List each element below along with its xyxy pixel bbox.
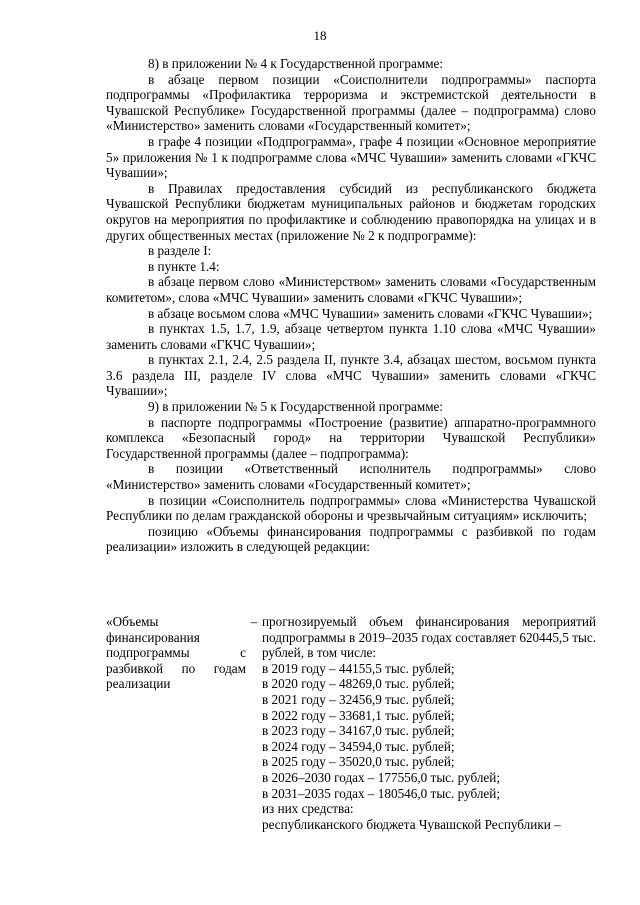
page-number: 18 — [313, 28, 327, 43]
paragraph-pravila-subsidiy: в Правилах предоставления субсидий из республиканского бюджета Чувашской Республики бюджетам муниципальных районов и бюджетам городских округов на мероприятия по профилактике и соблюдению правопорядка на улицах и в других общественных местах (приложение № 2 к подпрограмме): — [106, 180, 596, 243]
paragraph-soispolnitel: в позиции «Соисполнитель подпрограммы» слова «Министерства Чувашской Республики по делам гражданской обороны и чрезвычайным ситуациям» исключить; — [106, 492, 596, 524]
year-row: в 2031–2035 годах – 180546,0 тыс. рублей; — [262, 785, 500, 801]
paragraph-pasport-podprogrammy: в паспорте подпрограммы «Построение (развитие) аппаратно-программного комплекса «Безопасный город» на территории Чувашской Республики» Государственной программы (далее – подпрограмма): — [106, 414, 596, 461]
year-row: в 2024 году – 34594,0 тыс. рублей; — [262, 738, 455, 754]
financing-intro: прогнозируемый объем финансирования мероприятий подпрограммы в 2019–2035 годах составляет 620445,5 тыс. рублей, в том числе: — [262, 614, 596, 661]
paragraph-abzac-vosmoy: в абзаце восьмом слова «МЧС Чувашии» заменить словами «ГКЧС Чувашии»; — [148, 305, 593, 321]
year-row: в 2020 году – 48269,0 тыс. рублей; — [262, 676, 455, 692]
year-row: в 2026–2030 годах – 177556,0 тыс. рублей; — [262, 769, 500, 785]
paragraph-soispolniteli: в абзаце первом позиции «Соисполнители подпрограммы» паспорта подпрограммы «Профилактика терроризма и экстремистской деятельности в Чувашской Республике» Государственной программы (далее – подпрограмма) слово «Министерство» заменить словами «Государственный комитет»; — [106, 71, 596, 134]
financing-label-cell: «Объемы финансирования подпрограммы с разбивкой по годам реализации — [106, 614, 246, 692]
paragraph-razdel-1: в разделе I: — [148, 243, 212, 259]
year-row: в 2023 году – 34167,0 тыс. рублей; — [262, 723, 455, 739]
paragraph-punkt-1-4: в пункте 1.4: — [148, 258, 220, 274]
paragraph-grafa-4: в графе 4 позиции «Подпрограмма», графе 4 позиции «Основное мероприятие 5» приложения № 1 к подпрограмме слова «МЧС Чувашии» заменить словами «ГКЧС Чувашии»; — [106, 133, 596, 181]
from-them-label: из них средства: — [262, 801, 354, 817]
financing-value-cell — [262, 614, 596, 832]
year-row: в 2025 году – 35020,0 тыс. рублей; — [262, 754, 455, 770]
year-row: в 2021 году – 32456,9 тыс. рублей; — [262, 691, 455, 707]
paragraph-abzac-perviy: в абзаце первом слово «Министерством» заменить словами «Государственным комитетом», слова «МЧС Чувашии» заменить словами «ГКЧС Чувашии»; — [106, 274, 596, 305]
table-dash: – — [250, 614, 258, 629]
paragraph-item-9-heading: 9) в приложении № 5 к Государственной программе: — [148, 399, 444, 415]
year-row: в 2019 году – 44155,5 тыс. рублей; — [262, 660, 455, 676]
paragraph-poziciya-obemy: позицию «Объемы финансирования подпрограммы с разбивкой по годам реализации» изложить в следующей редакции: — [106, 523, 596, 555]
paragraph-punkty-2-1: в пунктах 2.1, 2.4, 2.5 раздела II, пункте 3.4, абзацах шестом, восьмом пункта 3.6 раздела III, разделе IV слова «МЧС Чувашии» заменить словами «ГКЧС Чувашии»; — [106, 352, 596, 399]
paragraph-otvetstvenniy-ispolnitel: в позиции «Ответственный исполнитель подпрограммы» слово «Министерство» заменить словами «Государственный комитет»; — [106, 461, 596, 493]
paragraph-punkty-1-5: в пунктах 1.5, 1.7, 1.9, абзаце четвертом пункта 1.10 слова «МЧС Чувашии» заменить словами «ГКЧС Чувашии»; — [106, 321, 596, 352]
year-row: в 2022 году – 33681,1 тыс. рублей; — [262, 707, 455, 723]
document-body — [106, 56, 596, 555]
budget-line: республиканского бюджета Чувашской Республики – — [262, 816, 561, 832]
paragraph-item-8-heading: 8) в приложении № 4 к Государственной программе: — [148, 56, 444, 71]
